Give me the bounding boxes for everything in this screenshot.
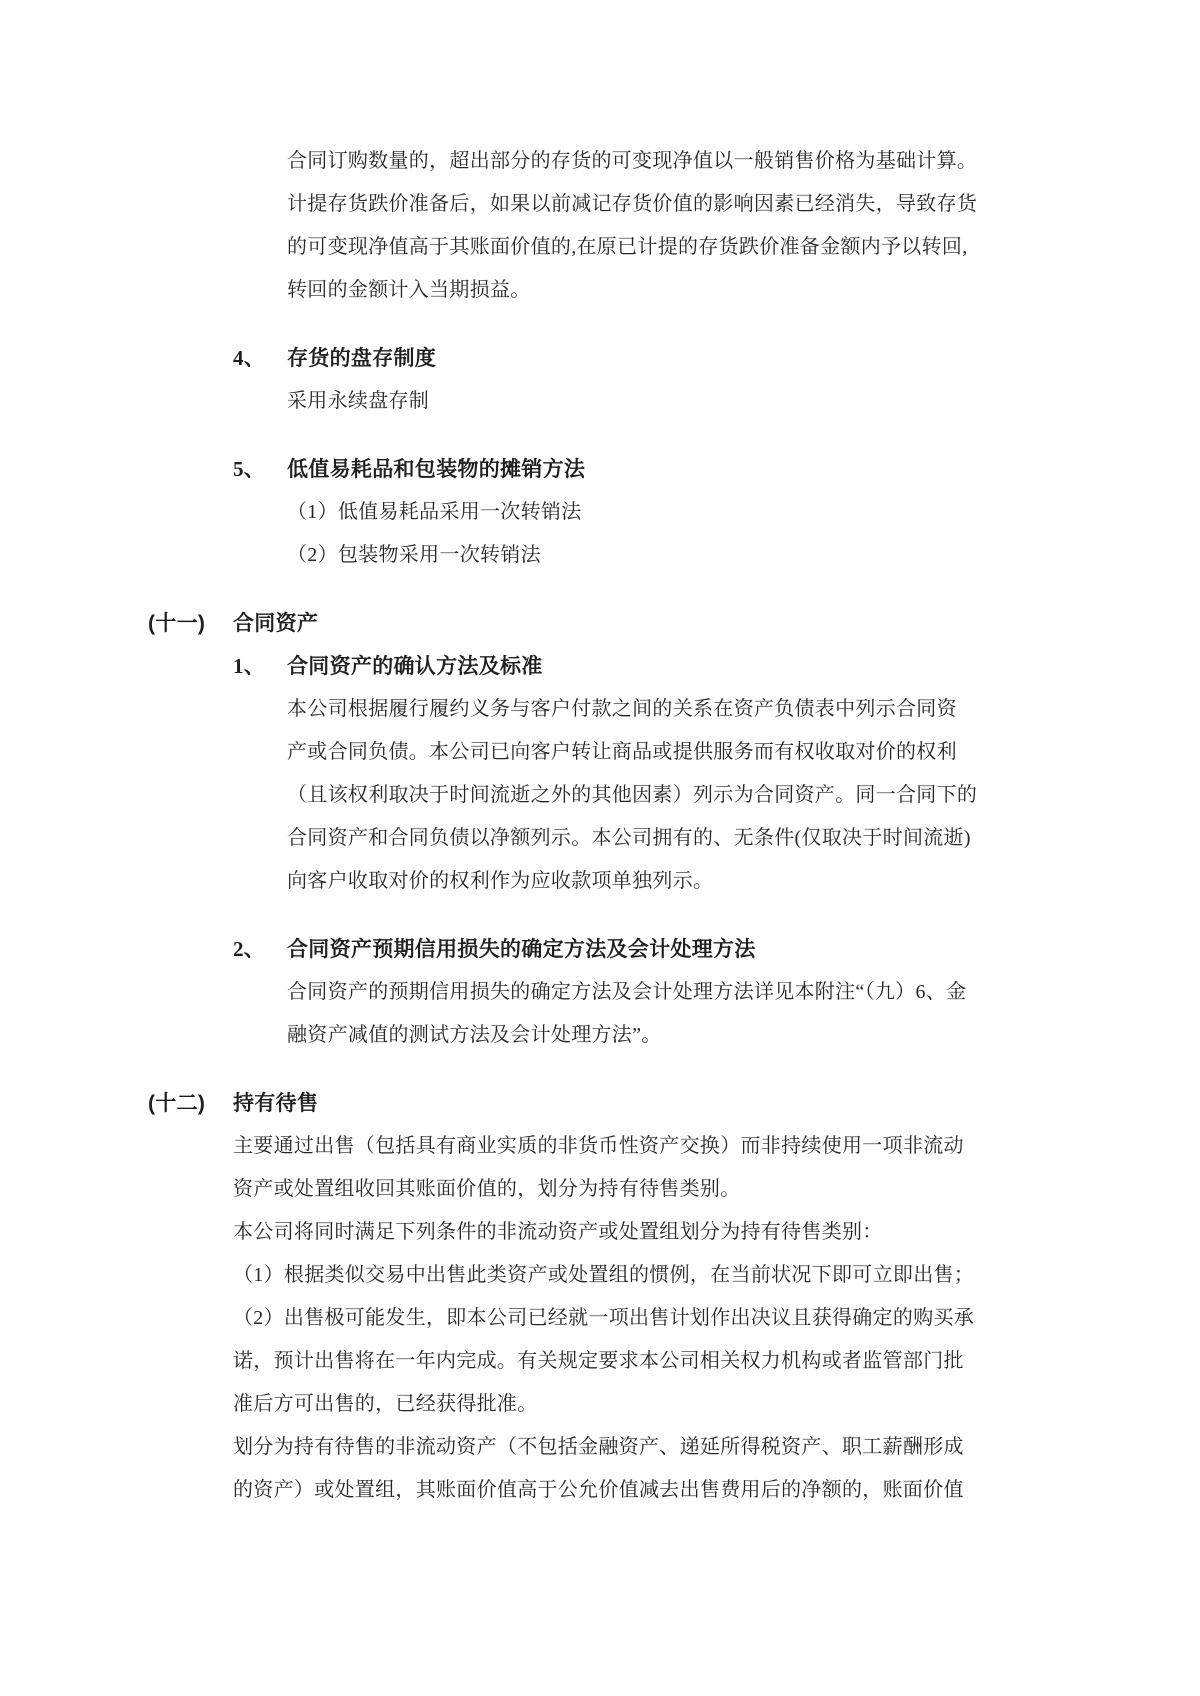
heading-number-label: (十二) (148, 1092, 206, 1115)
text-line: （且该权利取决于时间流逝之外的其他因素）列示为合同资产。同一合同下的 (287, 784, 978, 806)
section-heading (0, 1082, 1200, 1125)
text-line: （1）低值易耗品采用一次转销法 (287, 501, 582, 523)
text-line: （1）根据类似交易中出售此类资产或处置组的惯例，在当前状况下即可立即出售； (233, 1264, 975, 1286)
text-line: 划分为持有待售的非流动资产（不包括金融资产、递延所得税资产、职工薪酬形成 (233, 1436, 964, 1458)
heading-number-label: 2、 (233, 937, 266, 961)
heading-title: 合同资产 (233, 612, 319, 635)
numbered-heading (0, 337, 1200, 380)
text-line: 主要通过出售（包括具有商业实质的非货币性资产交换）而非持续使用一项非流动 (233, 1135, 964, 1157)
document-content (0, 140, 1200, 1512)
text-line: 的可变现净值高于其账面价值的,在原已计提的存货跌价准备金额内予以转回, (287, 236, 968, 258)
text-line: 计提存货跌价准备后，如果以前减记存货价值的影响因素已经消失，导致存货 (287, 193, 978, 215)
numbered-heading (0, 448, 1200, 491)
heading-title: 存货的盘存制度 (287, 347, 437, 370)
numbered-heading (0, 645, 1200, 688)
text-line: 合同资产和合同负债以净额列示。本公司拥有的、无条件(仅取决于时间流逝) (287, 827, 971, 849)
heading-number-label: 1、 (233, 654, 266, 678)
heading-number-label: 4、 (233, 346, 266, 370)
text-line: 本公司根据履行履约义务与客户付款之间的关系在资产负债表中列示合同资 (287, 698, 957, 720)
heading-number-label: 5、 (233, 457, 266, 481)
text-line: 的资产）或处置组，其账面价值高于公允价值减去出售费用后的净额的，账面价值 (233, 1479, 964, 1501)
text-line: 本公司将同时满足下列条件的非流动资产或处置组划分为持有待售类别： (233, 1221, 883, 1243)
text-line: 资产或处置组收回其账面价值的，划分为持有待售类别。 (233, 1178, 741, 1200)
text-line: 转回的金额计入当期损益。 (287, 279, 531, 301)
text-line: 采用永续盘存制 (287, 390, 430, 412)
heading-title: 持有待售 (233, 1092, 319, 1115)
text-line: （2）包装物采用一次转销法 (287, 544, 541, 566)
heading-title: 低值易耗品和包装物的摊销方法 (287, 458, 586, 481)
text-line: 合同资产的预期信用损失的确定方法及会计处理方法详见本附注“（九）6、金 (287, 981, 967, 1003)
heading-number-label: (十一) (148, 612, 206, 635)
text-line: 融资产减值的测试方法及会计处理方法”。 (287, 1024, 662, 1046)
section-heading (0, 602, 1200, 645)
text-line: 产或合同负债。本公司已向客户转让商品或提供服务而有权收取对价的权利 (287, 741, 957, 763)
text-line: 诺，预计出售将在一年内完成。有关规定要求本公司相关权力机构或者监管部门批 (233, 1350, 964, 1372)
numbered-heading (0, 928, 1200, 971)
heading-title: 合同资产的确认方法及标准 (287, 655, 543, 678)
heading-title: 合同资产预期信用损失的确定方法及会计处理方法 (287, 938, 756, 961)
text-line: 向客户收取对价的权利作为应收款项单独列示。 (287, 870, 714, 892)
text-line: 合同订购数量的，超出部分的存货的可变现净值以一般销售价格为基础计算。 (287, 150, 978, 172)
text-line: （2）出售极可能发生，即本公司已经就一项出售计划作出决议且获得确定的购买承 (233, 1307, 975, 1329)
text-line: 准后方可出售的，已经获得批准。 (233, 1393, 538, 1415)
